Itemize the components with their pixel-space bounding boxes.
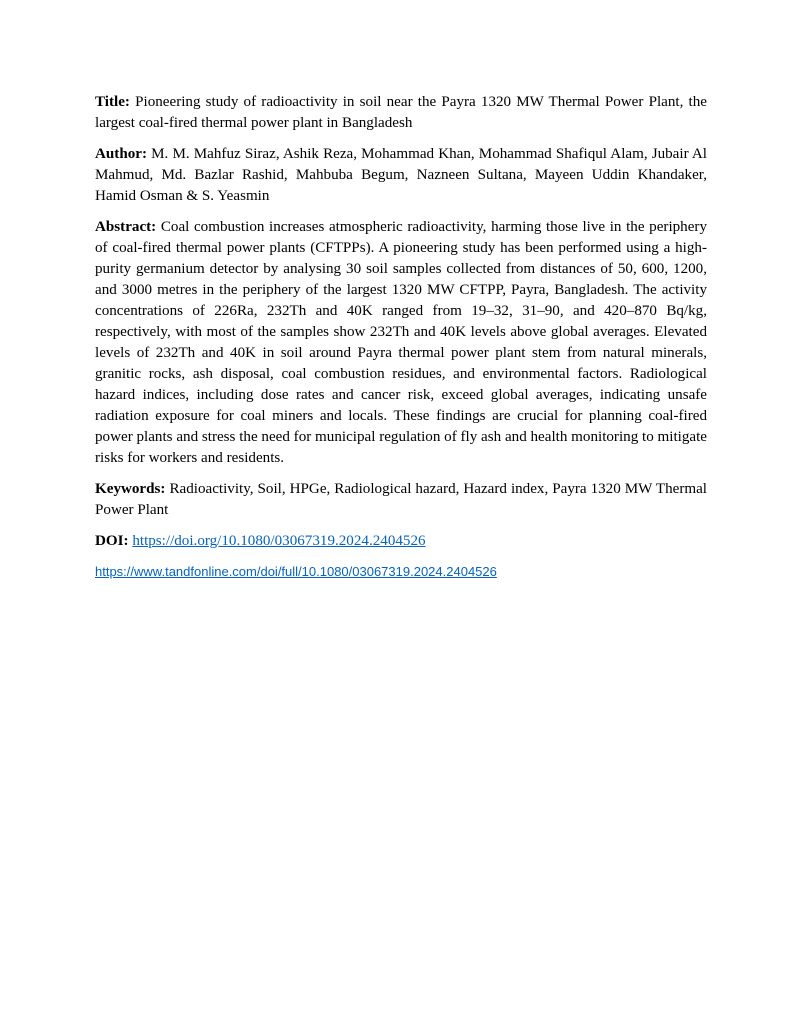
keywords-label: Keywords: bbox=[95, 481, 166, 497]
doi-paragraph bbox=[95, 531, 707, 552]
full-text-url-paragraph bbox=[95, 562, 707, 582]
author-paragraph bbox=[95, 144, 707, 207]
abstract-label: Abstract: bbox=[95, 219, 157, 235]
keywords-paragraph bbox=[95, 479, 707, 521]
doi-label: DOI: bbox=[95, 533, 129, 549]
author-label: Author: bbox=[95, 146, 147, 162]
abstract-paragraph bbox=[95, 217, 707, 469]
abstract-text: Coal combustion increases atmospheric radioactivity, harming those live in the periphery of coal-fired thermal power plants (CFTPPs). A pioneering study has been performed using a high-purity germanium detector by analysing 30 soil samples collected from distances of 50, 600, 1200, and 3000 metres in the periphery of the largest 1320 MW CFTPP, Payra, Bangladesh. The activity concentrations of 226Ra, 232Th and 40K ranged from 19–32, 31–90, and 420–870 Bq/kg, respectively, with most of the samples show 232Th and 40K levels above global averages. Elevated levels of 232Th and 40K in soil around Payra thermal power plant stem from natural minerals, granitic rocks, ash disposal, coal combustion residues, and environmental factors. Radiological hazard indices, including dose rates and cancer risk, exceed global averages, indicating unsafe radiation exposure for coal miners and locals. These findings are crucial for planning coal-fired power plants and stress the need for municipal regulation of fly ash and health monitoring to mitigate risks for workers and residents. bbox=[95, 219, 707, 466]
keywords-text: Radioactivity, Soil, HPGe, Radiological hazard, Hazard index, Payra 1320 MW Thermal Power Plant bbox=[95, 481, 707, 518]
paper-title: Pioneering study of radioactivity in soil near the Payra 1320 MW Thermal Power Plant, the largest coal-fired thermal power plant in Bangladesh bbox=[95, 94, 707, 131]
title-label: Title: bbox=[95, 94, 130, 110]
doi-link[interactable]: https://doi.org/10.1080/03067319.2024.2404526 bbox=[132, 533, 426, 549]
document-page bbox=[95, 92, 707, 582]
author-list: M. M. Mahfuz Siraz, Ashik Reza, Mohammad Khan, Mohammad Shafiqul Alam, Jubair Al Mahmud, Md. Bazlar Rashid, Mahbuba Begum, Nazneen Sultana, Mayeen Uddin Khandaker, Hamid Osman & S. Yeasmin bbox=[95, 146, 707, 204]
full-text-link[interactable]: https://www.tandfonline.com/doi/full/10.1080/03067319.2024.2404526 bbox=[95, 564, 497, 579]
title-paragraph bbox=[95, 92, 707, 134]
